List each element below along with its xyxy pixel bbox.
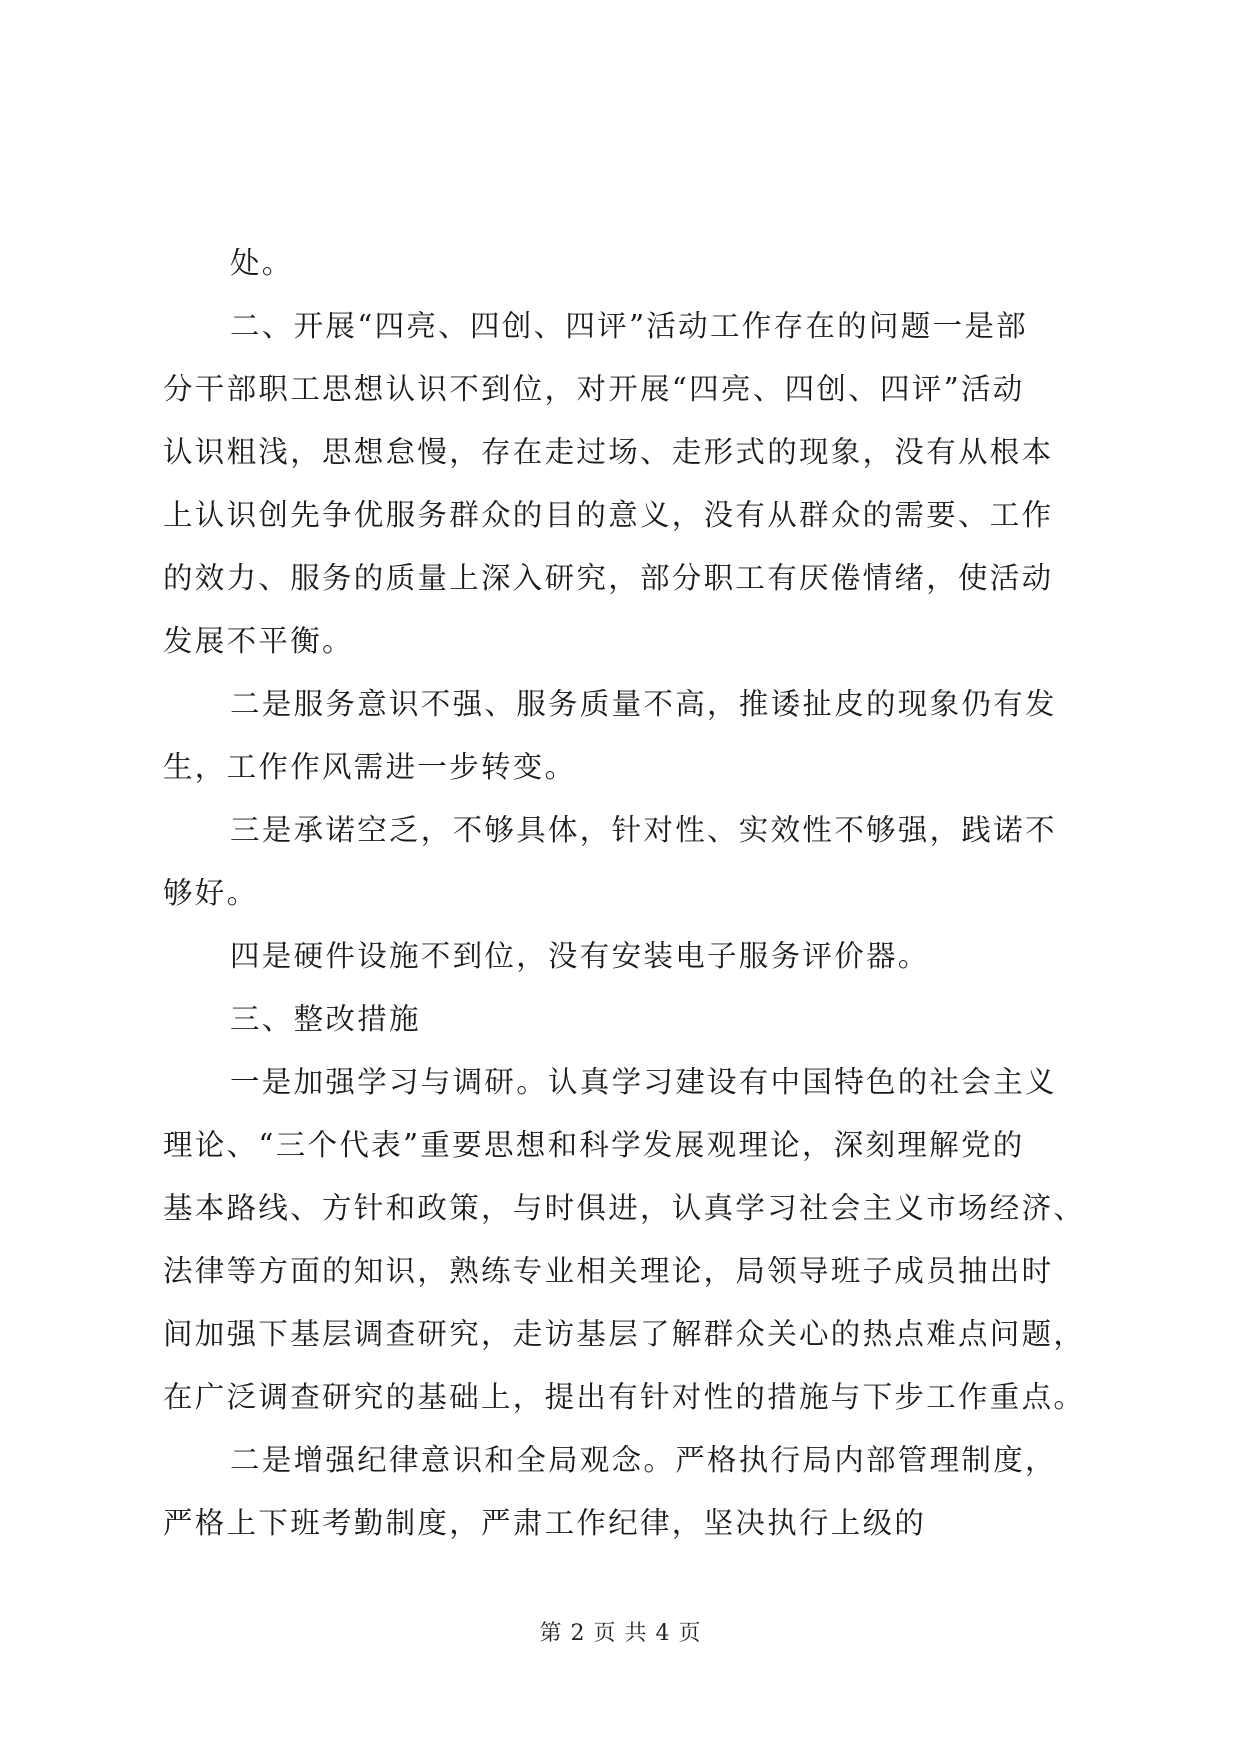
text-line: 分干部职工思想认识不到位，对开展“四亮、四创、四评”活动 — [163, 372, 1025, 406]
text-line: 的效力、服务的质量上深入研究，部分职工有厌倦情绪，使活动 — [163, 561, 1054, 595]
text-line: 间加强下基层调查研究，走访基层了解群众关心的热点难点问题， — [163, 1317, 1086, 1351]
section-heading: 三、整改措施 — [230, 1002, 421, 1036]
text-line: 生，工作作风需进一步转变。 — [163, 750, 577, 784]
text-line: 一是加强学习与调研。认真学习建设有中国特色的社会主义 — [230, 1065, 1057, 1099]
text-line: 二、开展“四亮、四创、四评”活动工作存在的问题一是部 — [230, 309, 1028, 343]
document-body — [163, 232, 1086, 1555]
text-line: 法律等方面的知识，熟练专业相关理论，局领导班子成员抽出时 — [163, 1254, 1054, 1288]
text-line: 认识粗浅，思想怠慢，存在走过场、走形式的现象，没有从根本 — [163, 435, 1054, 469]
text-line: 发展不平衡。 — [163, 624, 354, 658]
text-line: 二是服务意识不强、服务质量不高，推诿扯皮的现象仍有发 — [230, 687, 1057, 721]
text-line: 严格上下班考勤制度，严肃工作纪律，坚决执行上级的 — [163, 1506, 927, 1540]
text-line: 理论、“三个代表”重要思想和科学发展观理论，深刻理解党的 — [163, 1128, 1025, 1162]
page-number-footer: 第 2 页 共 4 页 — [539, 1621, 702, 1646]
text-line: 四是硬件设施不到位，没有安装电子服务评价器。 — [230, 939, 930, 973]
text-line: 上认识创先争优服务群众的目的意义，没有从群众的需要、工作 — [163, 498, 1054, 532]
text-line: 三是承诺空乏，不够具体，针对性、实效性不够强，践诺不 — [230, 813, 1057, 847]
text-line: 基本路线、方针和政策，与时俱进，认真学习社会主义市场经济、 — [163, 1191, 1086, 1225]
text-line: 二是增强纪律意识和全局观念。严格执行局内部管理制度， — [230, 1443, 1057, 1477]
text-line: 在广泛调查研究的基础上，提出有针对性的措施与下步工作重点。 — [163, 1380, 1086, 1414]
text-line: 够好。 — [163, 876, 259, 910]
text-line: 处。 — [230, 246, 294, 280]
